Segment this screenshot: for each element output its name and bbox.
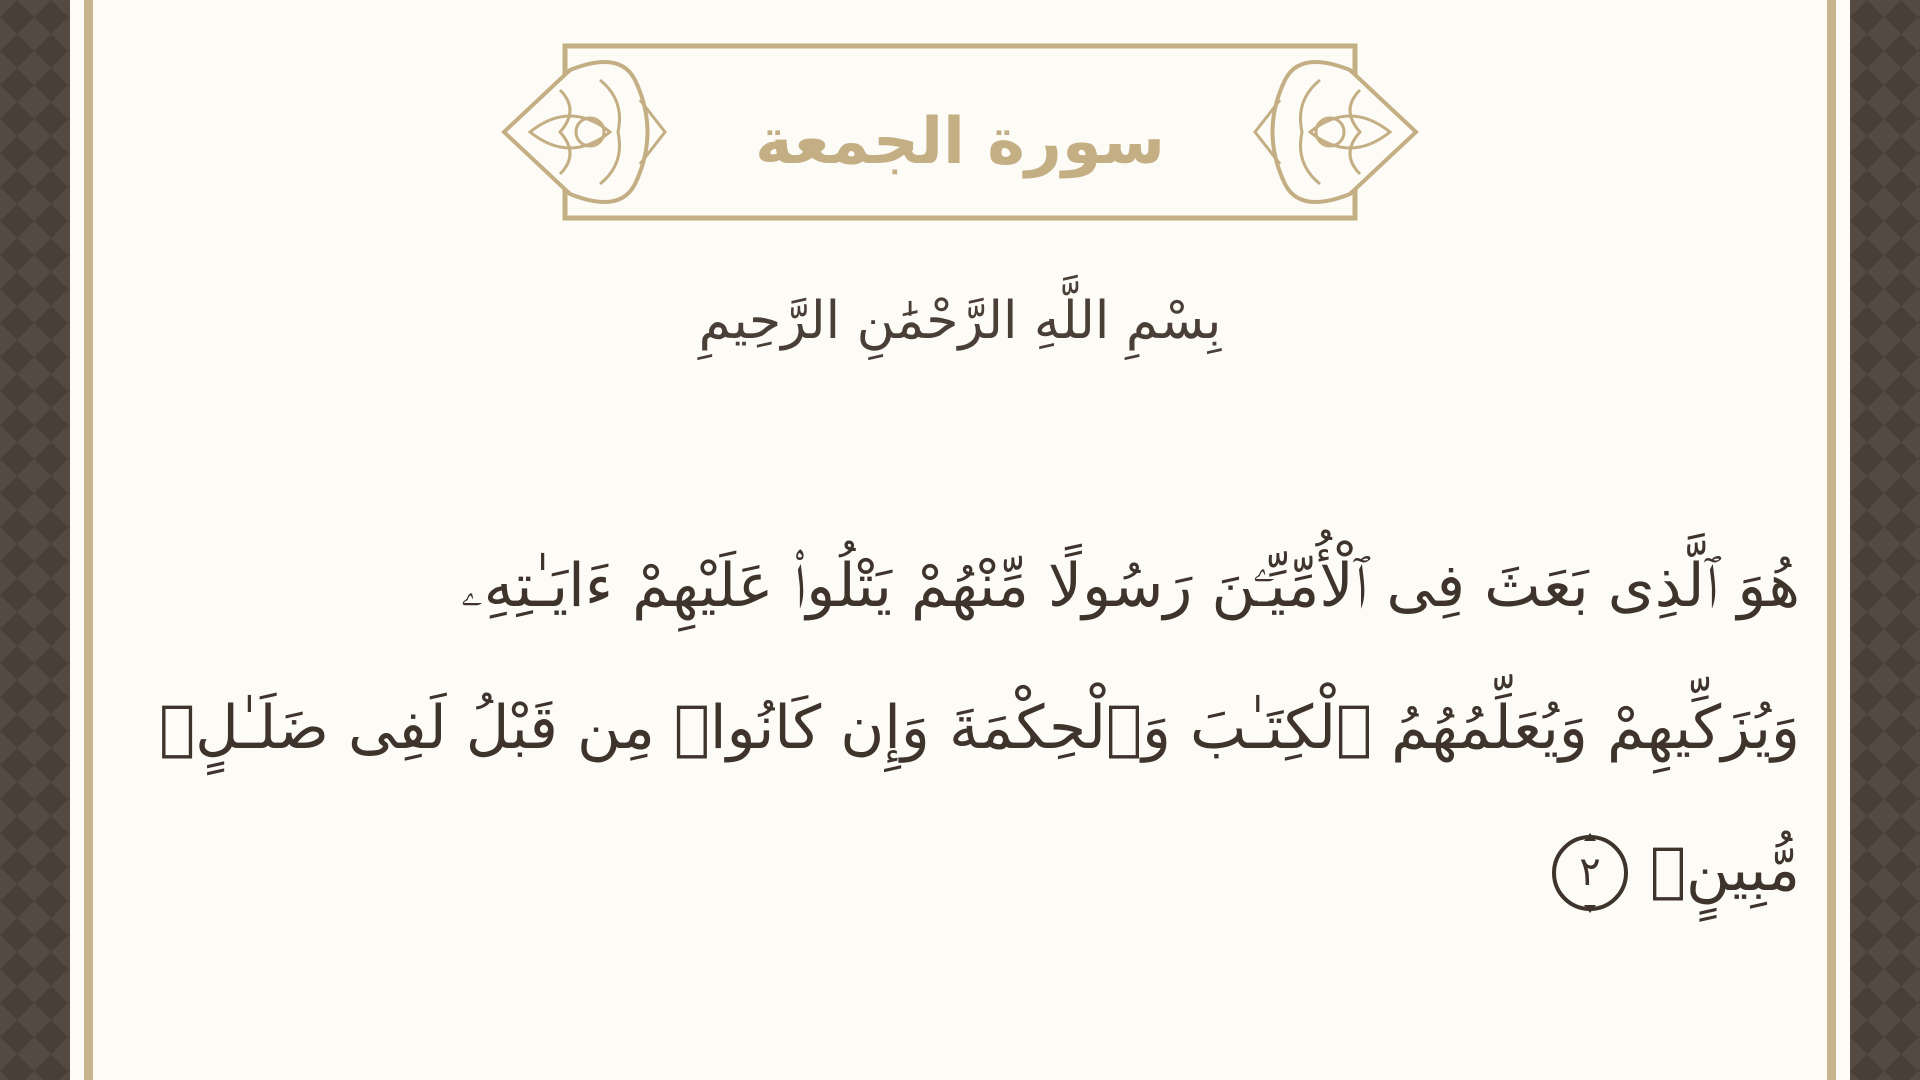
right-gold-rule: [1827, 0, 1836, 1080]
surah-title: سورة الجمعة: [755, 105, 1165, 179]
basmala: بِسْمِ اللَّهِ الرَّحْمَٰنِ الرَّحِيمِ: [698, 291, 1222, 351]
verse-line: هُوَ ٱلَّذِى بَعَثَ فِى ٱلْأُمِّيِّـۧنَ رَسُولًا مِّنْهُمْ يَتْلُوا۟ عَلَيْهِمْ ءَايَـٰتِهِۦ: [460, 551, 1800, 621]
verse-line-text: مُّبِينٍۢ: [1649, 835, 1800, 905]
verse-number: ٢: [1579, 849, 1601, 896]
left-decorative-border: [0, 0, 70, 1080]
verse-line: وَيُزَكِّيهِمْ وَيُعَلِّمُهُمُ ٱلْكِتَـٰبَ وَٱلْحِكْمَةَ وَإِن كَانُوا۟ مِن قَبْلُ لَفِى ضَلَـٰلٍۢ: [159, 693, 1800, 763]
right-decorative-border: [1850, 0, 1920, 1080]
left-gold-rule: [84, 0, 93, 1080]
verse-line-last: [160, 799, 1800, 941]
verse-number-marker: [1548, 831, 1632, 915]
verse-text: [160, 515, 1800, 941]
surah-title-cartouche: [500, 40, 1420, 226]
